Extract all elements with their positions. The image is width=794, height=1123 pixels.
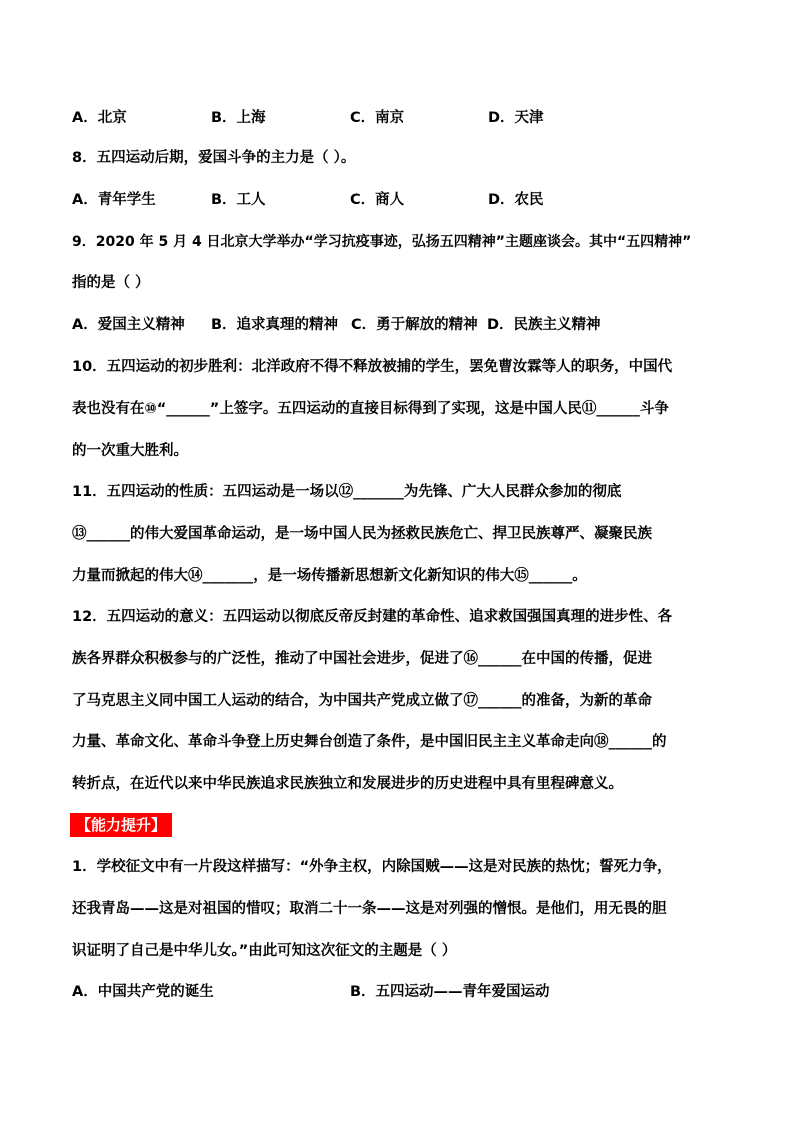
section-heading-ability-improvement: 【能力提升】 [70, 813, 172, 837]
q10-line2: 表也没有在⑩“______”上签字。五四运动的直接目标得到了实现，这是中国人民⑪______斗争 [72, 401, 669, 417]
q11-line3: 力量而掀起的伟大⑭_______，是一场传播新思想新文化新知识的伟大⑮______。 [72, 568, 587, 584]
q9-option-b[interactable]: B．追求真理的精神 [211, 317, 339, 333]
q7-option-d[interactable]: D．天津 [488, 110, 544, 126]
q7-option-a[interactable]: A．北京 [72, 110, 127, 126]
q12-line3: 了马克思主义同中国工人运动的结合，为中国共产党成立做了⑰______的准备，为新的革命 [72, 693, 652, 709]
q9-stem-line2: 指的是（ ） [72, 275, 150, 291]
q10-line3: 的一次重大胜利。 [72, 443, 188, 459]
q11-line2: ⑬______的伟大爱国革命运动，是一场中国人民为拯救民族危亡、捍卫民族尊严、凝聚民族 [72, 526, 652, 542]
p1-line3: 识证明了自己是中华儿女。”由此可知这次征文的主题是（ ） [72, 943, 457, 959]
q9-stem-line1: 9．2020 年 5 月 4 日北京大学举办“学习抗疫事迹，弘扬五四精神”主题座谈会。其中“五四精神” [72, 234, 692, 250]
q8-option-d[interactable]: D．农民 [488, 192, 544, 208]
q10-line1: 10．五四运动的初步胜利：北洋政府不得不释放被捕的学生，罢免曹汝霖等人的职务，中国代 [72, 359, 673, 375]
q7-option-c[interactable]: C．南京 [350, 110, 405, 126]
p1-option-b[interactable]: B．五四运动——青年爱国运动 [350, 984, 550, 1000]
q9-option-d[interactable]: D．民族主义精神 [487, 317, 601, 333]
p1-line1: 1．学校征文中有一片段这样描写：“外争主权，内除国贼——这是对民族的热忱；誓死力争， [72, 859, 672, 875]
p1-option-a[interactable]: A．中国共产党的诞生 [72, 984, 214, 1000]
q8-stem: 8．五四运动后期，爱国斗争的主力是（ ）。 [72, 150, 356, 166]
q9-option-c[interactable]: C．勇于解放的精神 [351, 317, 478, 333]
q12-line4: 力量、革命文化、革命斗争登上历史舞台创造了条件，是中国旧民主主义革命走向⑱______的 [72, 734, 667, 750]
q12-line1: 12．五四运动的意义：五四运动以彻底反帝反封建的革命性、追求救国强国真理的进步性、各 [72, 609, 673, 625]
q8-option-b[interactable]: B．工人 [211, 192, 266, 208]
q11-line1: 11．五四运动的性质：五四运动是一场以⑫_______为先锋、广大人民群众参加的彻底 [72, 484, 622, 500]
q7-option-b[interactable]: B．上海 [211, 110, 266, 126]
p1-line2: 还我青岛——这是对祖国的惜叹；取消二十一条——这是对列强的憎恨。是他们，用无畏的胆 [72, 901, 667, 917]
q8-option-c[interactable]: C．商人 [350, 192, 405, 208]
q9-option-a[interactable]: A．爱国主义精神 [72, 317, 185, 333]
q12-line2: 族各界群众积极参与的广泛性，推动了中国社会进步，促进了⑯______在中国的传播，促进 [72, 651, 652, 667]
q8-option-a[interactable]: A．青年学生 [72, 192, 156, 208]
q12-line5: 转折点，在近代以来中华民族追求民族独立和发展进步的历史进程中具有里程碑意义。 [72, 776, 623, 792]
